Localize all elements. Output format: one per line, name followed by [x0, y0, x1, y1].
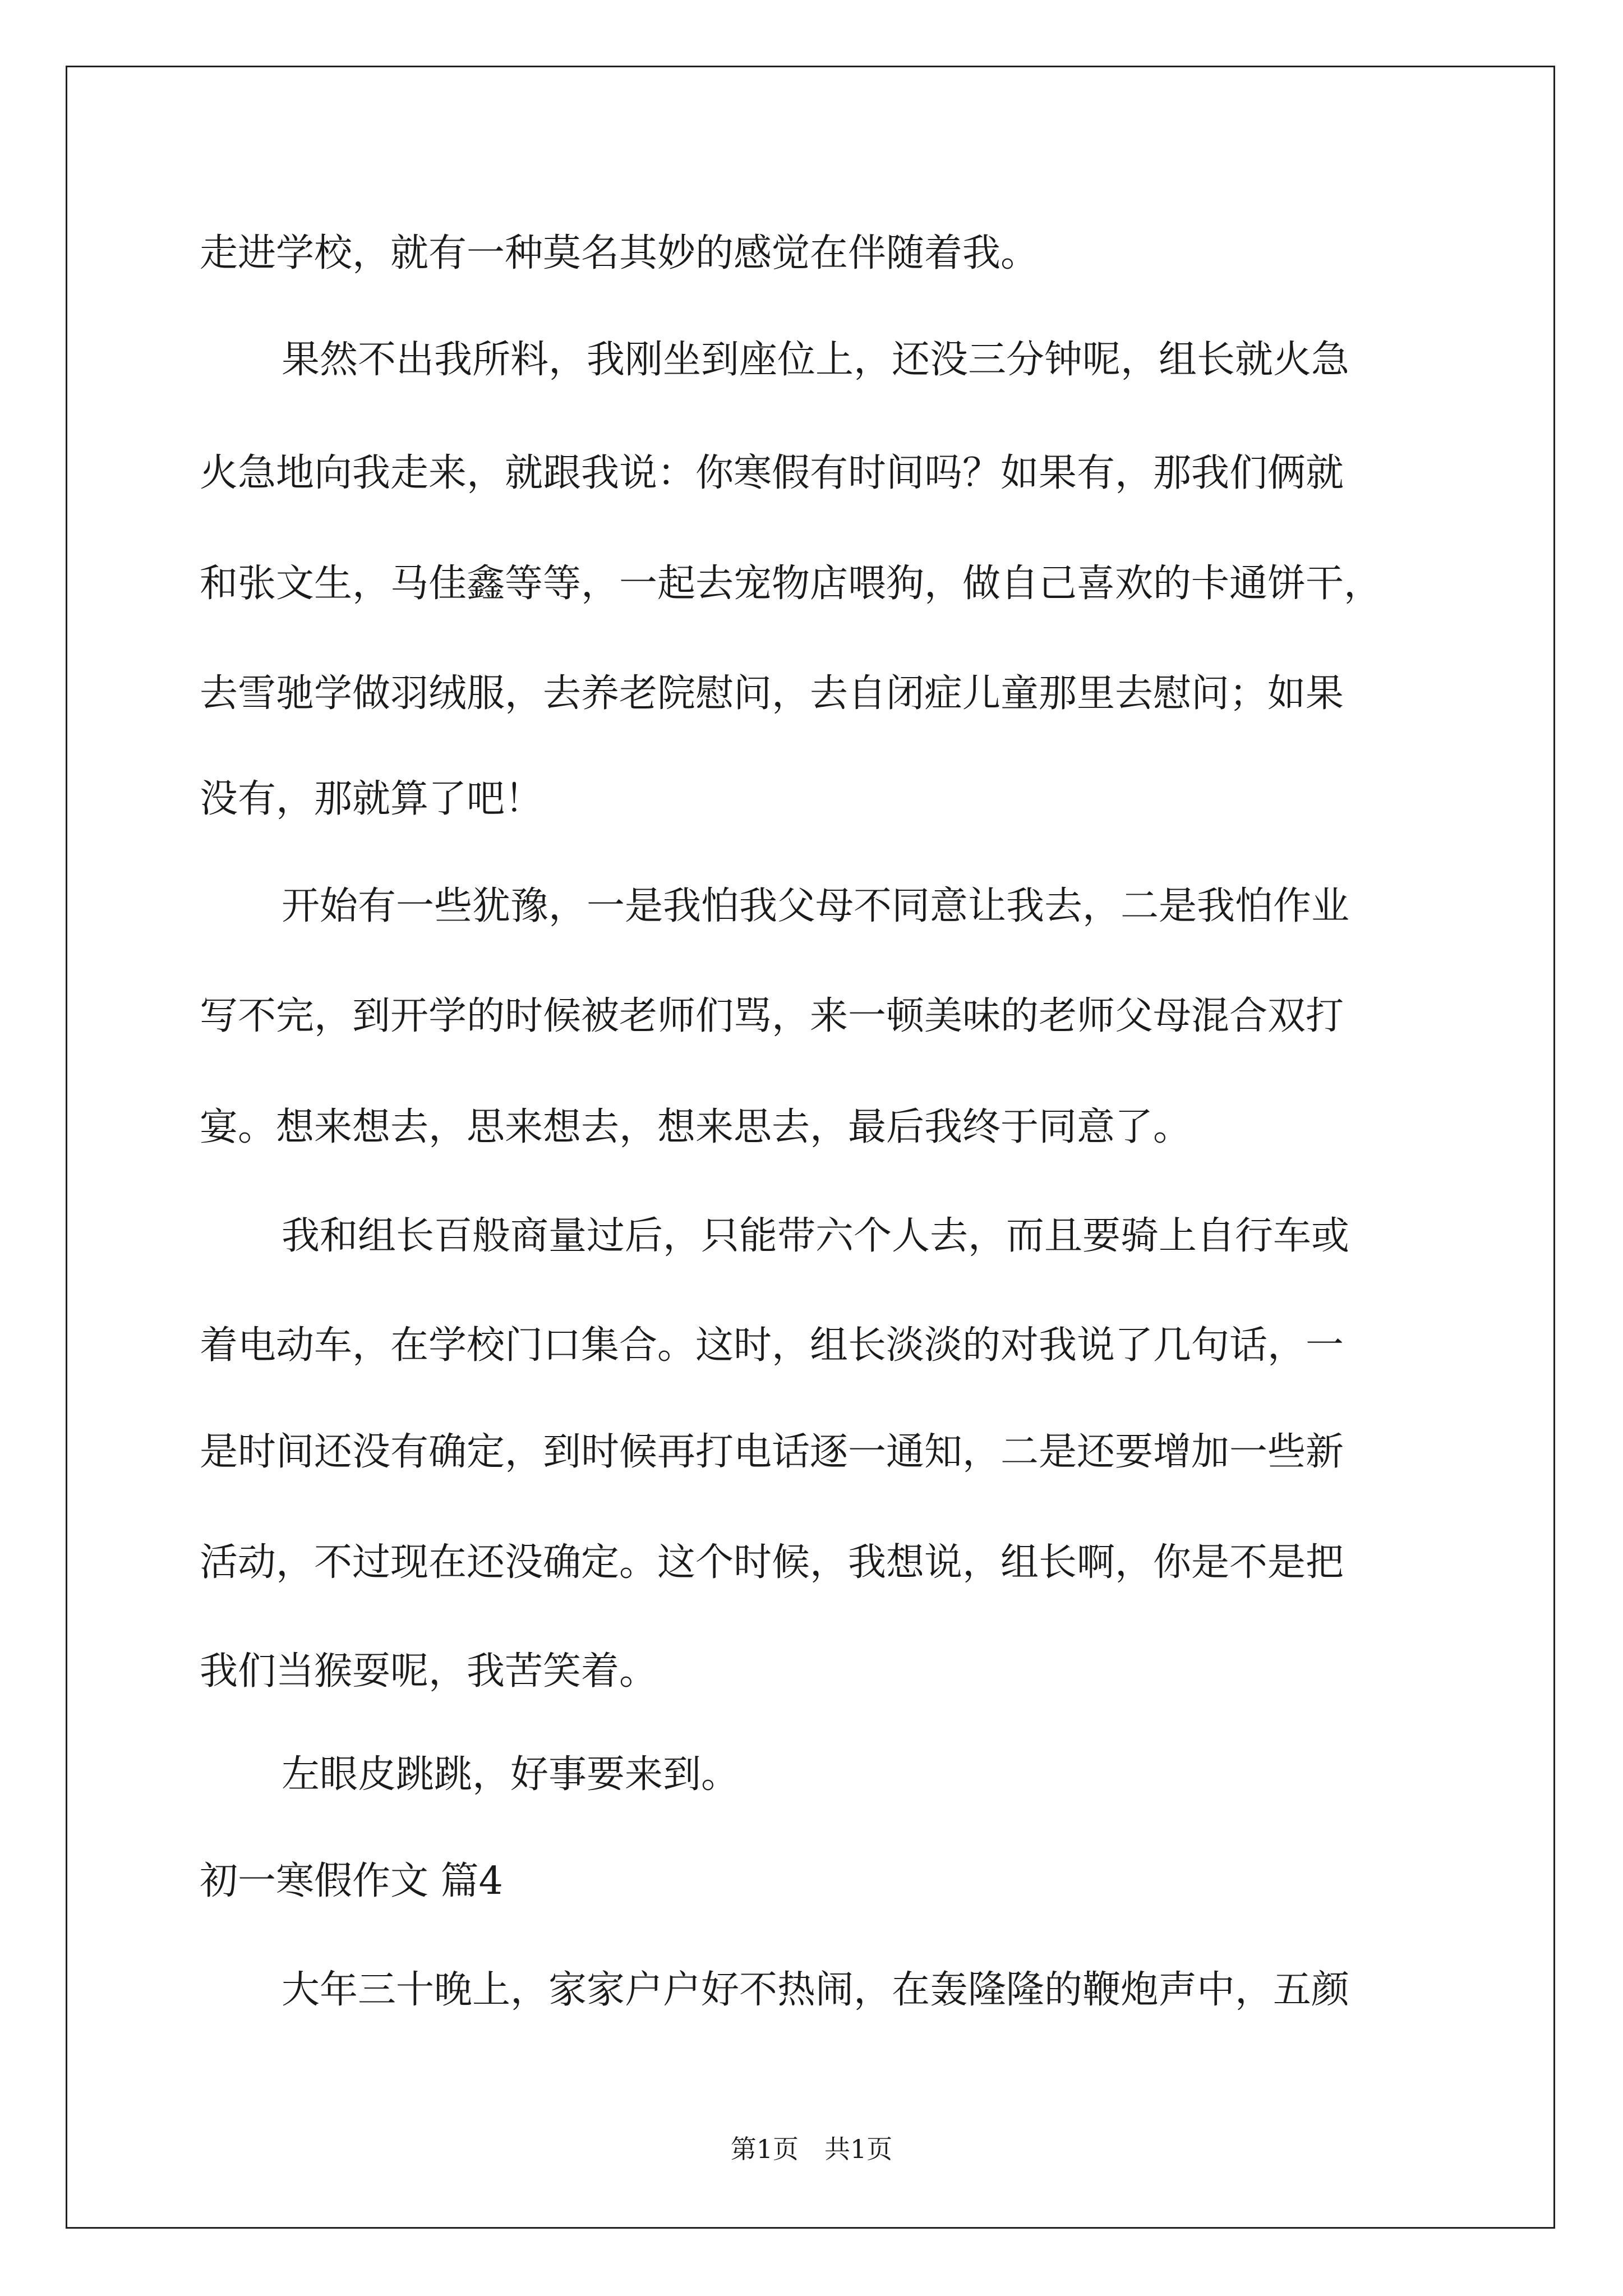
text-line: 左眼皮跳跳，好事要来到。 — [282, 1752, 740, 1797]
text-line: 开始有一些犹豫，一是我怕我父母不同意让我去，二是我怕作业 — [282, 884, 1350, 928]
text-line: 去雪驰学做羽绒服，去养老院慰问，去自闭症儿童那里去慰问；如果 — [200, 671, 1344, 716]
text-line: 没有，那就算了吧！ — [200, 777, 543, 821]
text-line: 大年三十晚上，家家户户好不热闹，在轰隆隆的鞭炮声中，五颜 — [282, 1968, 1350, 2012]
text-line: 宴。想来想去，思来想去，想来思去，最后我终于同意了。 — [200, 1105, 1192, 1149]
text-line: 我们当猴耍呢，我苦笑着。 — [200, 1649, 658, 1694]
page-footer: 第1页 共1页 — [730, 2134, 893, 2164]
text-line: 火急地向我走来，就跟我说：你寒假有时间吗？如果有，那我们俩就 — [200, 451, 1344, 495]
text-line: 活动，不过现在还没确定。这个时候，我想说，组长啊，你是不是把 — [200, 1540, 1344, 1585]
text-line: 写不完，到开学的时候被老师们骂，来一顿美味的老师父母混合双打 — [200, 994, 1344, 1038]
section-heading: 初一寒假作文 篇4 — [200, 1859, 503, 1903]
text-line: 走进学校，就有一种莫名其妙的感觉在伴随着我。 — [200, 231, 1039, 275]
text-line: 果然不出我所料，我刚坐到座位上，还没三分钟呢，组长就火急 — [282, 338, 1350, 382]
text-line: 我和组长百般商量过后，只能带六个人去，而且要骑上自行车或 — [282, 1214, 1350, 1258]
text-line: 着电动车，在学校门口集合。这时，组长淡淡的对我说了几句话，一 — [200, 1323, 1344, 1368]
text-line: 和张文生，马佳鑫等等，一起去宠物店喂狗，做自己喜欢的卡通饼干， — [200, 562, 1382, 606]
text-line: 是时间还没有确定，到时候再打电话逐一通知，二是还要增加一些新 — [200, 1430, 1344, 1474]
